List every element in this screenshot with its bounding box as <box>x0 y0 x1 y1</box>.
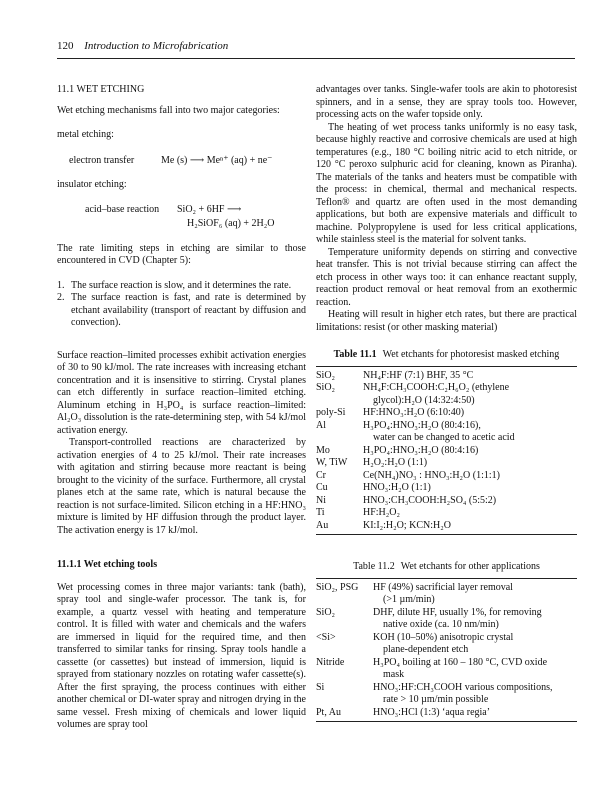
header-rule <box>57 58 575 59</box>
table-cell-material <box>316 669 373 682</box>
table-cell-etchant: DHF, dilute HF, usually 1%, for removing <box>373 606 542 618</box>
table-row <box>316 582 577 595</box>
metal-equation <box>57 155 306 168</box>
table-row <box>316 694 577 707</box>
table-cell-etchant: HF:HNO₃:H₂O (6:10:40) <box>363 407 465 418</box>
table-cell-etchant: H₂O₂:H₂O (1:1) <box>363 457 428 468</box>
table-label: Table 11.2 <box>353 561 395 572</box>
table-cell-etchant: HF:H₂O₂ <box>363 507 400 518</box>
table-11-1 <box>316 349 577 535</box>
paragraph-limitations: Heating will result in higher etch rates, but there are practical limitations: resist (or other masking material) <box>316 309 577 333</box>
ins-eq-formula-2: H₂SiOF₆ (aq) + 2H₂O <box>187 218 275 229</box>
table-row <box>316 420 577 433</box>
table-cell-etchant: (>1 µm/min) <box>383 594 435 605</box>
table-row <box>316 607 577 620</box>
table-cell-etchant: NH₄F:HF (7:1) BHF, 35 °C <box>363 369 474 381</box>
table-row <box>316 644 577 657</box>
table-row <box>316 395 577 408</box>
table-row <box>316 520 577 533</box>
right-column <box>316 84 577 722</box>
table-row <box>316 407 577 420</box>
insulator-equation <box>57 204 306 217</box>
rate-limiting-list <box>57 280 306 330</box>
table-cell-etchant: plane-dependent etch <box>383 644 469 655</box>
table-cell-material: Au <box>316 519 329 531</box>
metal-eq-formula: Me (s) ⟶ Meⁿ⁺ (aq) + ne⁻ <box>161 154 273 166</box>
table-row <box>316 632 577 645</box>
table-cell-material <box>316 395 363 408</box>
rate-limiting-text: The rate limiting steps in etching are similar to those encountered in CVD (Chapter 5): <box>57 242 306 266</box>
left-column <box>57 84 306 732</box>
running-header <box>57 40 228 53</box>
table-cell-material: Nitride <box>316 656 345 668</box>
insulator-label: insulator etching: <box>57 179 127 190</box>
table-cell-etchant: HNO₃:HF:CH₃COOH various compositions, <box>373 681 553 693</box>
table-label: Table 11.1 <box>333 349 377 360</box>
table-cell-etchant: HNO₃:HCl (1:3) ‘aqua regia’ <box>373 706 491 718</box>
table-row <box>316 382 577 395</box>
paragraph-heating: The heating of wet process tanks uniformly is no easy task, because highly reactive and corrosive chemicals are used at high temperatures (e.g., 180 °C boiling nitric acid to etch nitride, or 120 °C peroxo sulphuric acid for cleaning, known as Piranha). The materials of the tanks and heaters must be compatible with the process: in chemical, thermal and mechanical respects. Teflon® and quartz are often used in the most demanding applications, but both are expensive materials and difficult to machine. Polypropylene is used for less critical applications, while stainless steel is the material for solvent tanks. <box>316 121 577 245</box>
table-row <box>316 457 577 470</box>
table-row <box>316 707 577 720</box>
table-row <box>316 619 577 632</box>
paragraph-uniformity: Temperature uniformity depends on stirring and convective heat transfer. This is not trivial because stirring can affect the etch process in other ways too: it can enhance reactant supply, reaction product removal or heat removal from an exothermic reaction. <box>316 246 577 308</box>
table-cell-material: SiO₂ <box>316 606 336 618</box>
table-cell-etchant: HNO₃:CH₃COOH:H₂SO₄ (5:5:2) <box>363 494 497 506</box>
table-cell-etchant: HF (49%) sacrificial layer removal <box>373 581 513 593</box>
etchant-table <box>316 370 577 533</box>
paragraph-surface-reaction: Surface reaction–limited processes exhibit activation energies of 30 to 90 kJ/mol. The rate increases with increasing etchant concentration and it is insensitive to stirring. Crystal planes can etch differently in surface reaction–limited etching. Aluminum etching in H₃PO₄ is surface reaction–limited: Al₂O₃ dissolution is the rate-determining step, with 54 kJ/mol activation energy. <box>57 349 306 436</box>
table-cell-material: Cu <box>316 482 328 493</box>
table-row <box>316 432 577 445</box>
table-cell-material: Si <box>316 681 325 693</box>
table-cell-material: poly-Si <box>316 407 346 418</box>
table-cell-etchant: glycol):H₂O (14:32:4:50) <box>373 394 475 406</box>
list-item: 2. The surface reaction is fast, and rate is determined by etchant availability (transport of reactant by diffusion and convection). <box>57 292 306 328</box>
table-row <box>316 669 577 682</box>
section-title: 11.1 WET ETCHING <box>57 84 145 95</box>
ins-eq-formula-1: SiO₂ + 6HF ⟶ <box>177 203 242 215</box>
table-11-2 <box>316 561 577 722</box>
table-cell-etchant: native oxide (ca. 10 nm/min) <box>383 619 499 630</box>
table-row <box>316 507 577 520</box>
table-cell-material: Cr <box>316 469 326 481</box>
intro-text: Wet etching mechanisms fall into two major categories: <box>57 104 280 116</box>
table-caption <box>316 561 577 574</box>
table-cell-material <box>316 694 373 707</box>
table-cell-etchant: mask <box>383 669 405 680</box>
table-cell-etchant: rate > 10 µm/min possible <box>383 694 489 705</box>
table-cell-etchant: HNO₃:H₂O (1:1) <box>363 482 431 493</box>
paragraph-transport: Transport-controlled reactions are characterized by activation energies of 4 to 25 kJ/mol. Their rate increases with agitation and stirring because more reactant is being brought to the vicinity of the surface. Furthermore, all crystal planes etch at the same rate, which is natural because the reaction is not surface-limited. Silicon etching in a HF:HNO₃ mixture is limited by HF diffusion through the product layer. The activation energy is 17 kJ/mol. <box>57 437 306 536</box>
table-cell-material <box>316 619 373 632</box>
table-cell-material: SiO₂, PSG <box>316 581 359 593</box>
table-cell-etchant: H₃PO₄:HNO₃:H₂O (80:4:16) <box>363 444 479 456</box>
table-row <box>316 495 577 508</box>
table-cell-material: SiO₂ <box>316 369 336 381</box>
table-cell-material: Al <box>316 419 326 431</box>
table-row <box>316 594 577 607</box>
paragraph-advantages: advantages over tanks. Single-wafer tools are akin to photoresist spinners, and in a sense, they are spray tools too. However, processing acts on the wafer topside only. <box>316 84 577 120</box>
running-title: Introduction to Microfabrication <box>84 40 229 52</box>
page-number: 120 <box>57 40 74 52</box>
table-cell-etchant: H₃PO₄:HNO₃:H₂O (80:4:16), <box>363 419 481 431</box>
table-row <box>316 470 577 483</box>
table-cell-material: Ti <box>316 507 325 518</box>
table-cell-material: SiO₂ <box>316 382 336 393</box>
ins-eq-label: acid–base reaction <box>85 203 160 215</box>
table-caption-text: Wet etchants for other applications <box>400 561 540 572</box>
table-cell-material: Pt, Au <box>316 706 342 718</box>
table-row <box>316 445 577 458</box>
table-row <box>316 657 577 670</box>
table-cell-material <box>316 644 373 657</box>
table-row <box>316 370 577 383</box>
etchant-table <box>316 582 577 720</box>
table-cell-etchant: water can be changed to acetic acid <box>373 432 515 443</box>
metal-label: metal etching: <box>57 129 114 140</box>
table-cell-material: W, TiW <box>316 457 348 468</box>
table-cell-etchant: KI:I₂:H₂O; KCN:H₂O <box>363 519 451 531</box>
table-caption-text: Wet etchants for photoresist masked etching <box>382 349 560 360</box>
table-cell-material: Mo <box>316 444 330 456</box>
table-cell-material: Ni <box>316 494 326 506</box>
table-cell-etchant: Ce(NH₄)NO₃ : HNO₃:H₂O (1:1:1) <box>363 469 500 481</box>
table-cell-etchant: H₃PO₄ boiling at 160 – 180 °C, CVD oxide <box>373 656 548 668</box>
table-row <box>316 682 577 695</box>
table-row <box>316 482 577 495</box>
metal-eq-label: electron transfer <box>69 154 135 166</box>
table-cell-material: <Si> <box>316 631 336 643</box>
paragraph-tools: Wet processing comes in three major variants: tank (bath), spray tool and single-wafer processor. The tank is, for example, a quartz vessel with heating and temperature control. It is filled with water and chemicals and the wafers are immersed in liquid for the required time, and then transferred to similar tanks for rinsing. Spray tools handle a cassette (or cassettes) but instead of immersion, liquid is sprayed from stationary nozzles on rotating wafer cassette(s). After the first spraying, the process continues with either another chemical or DI-water spray and nitrogen drying in the same vessel. Fresh mixing of chemicals and lower liquid volumes are spray tool <box>57 581 306 730</box>
table-cell-material <box>316 432 363 445</box>
table-cell-material <box>316 594 373 607</box>
list-item: 1. The surface reaction is slow, and it determines the rate. <box>57 279 292 291</box>
subsection-title: 11.1.1 Wet etching tools <box>57 559 158 570</box>
table-caption <box>316 349 577 362</box>
table-cell-etchant: NH₄F:CH₃COOH:C₂H₆O₂ (ethylene <box>363 382 510 393</box>
table-cell-etchant: KOH (10–50%) anisotropic crystal <box>373 631 514 643</box>
